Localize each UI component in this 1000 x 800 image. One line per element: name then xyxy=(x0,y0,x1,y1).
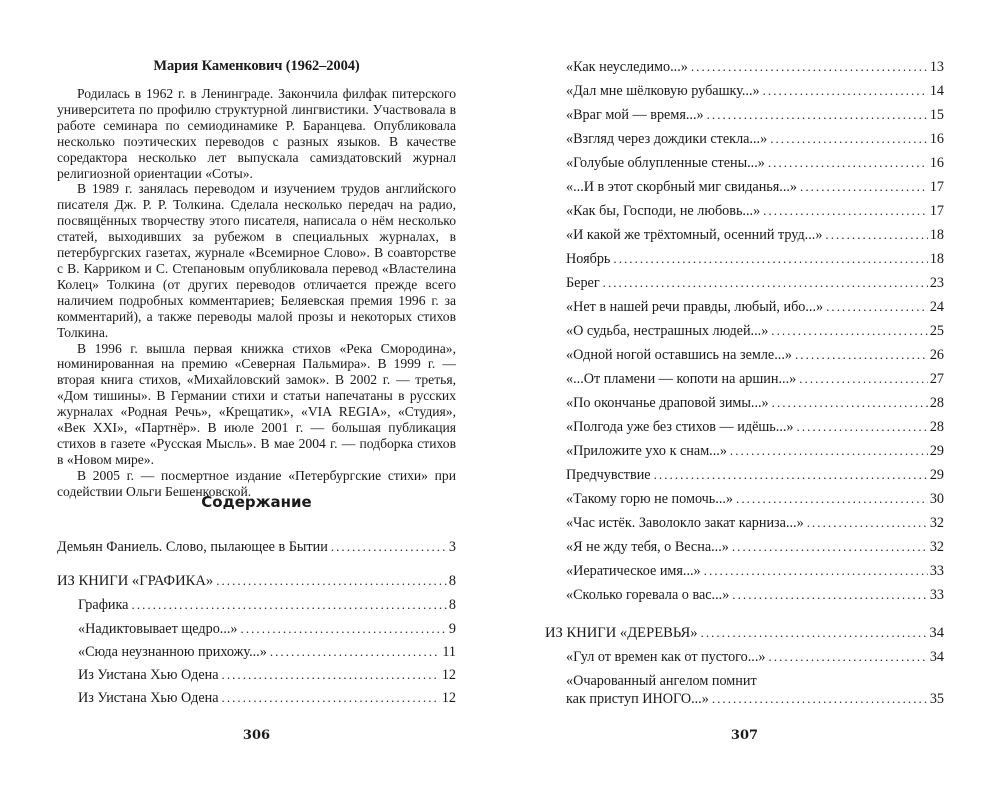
toc-entry-title: «И какой же трёхтомный, осенний труд...» xyxy=(566,227,823,243)
toc-page-number: 24 xyxy=(929,299,944,315)
toc-page-number: 32 xyxy=(929,515,944,531)
toc-page-number: 17 xyxy=(929,179,944,195)
dot-leader xyxy=(331,538,447,555)
toc-entry-title-line1: «Очарованный ангелом помнит xyxy=(566,673,757,689)
toc-entry-title: Демьян Фаниель. Слово, пылающее в Бытии xyxy=(57,539,328,555)
toc-entry[interactable] xyxy=(566,394,944,412)
toc-entry-title: «Нет в нашей речи правды, любый, ибо...» xyxy=(566,299,824,315)
toc-entry[interactable] xyxy=(566,673,944,708)
dot-leader xyxy=(216,572,447,589)
dot-leader xyxy=(613,250,927,267)
author-biography xyxy=(57,86,456,500)
dot-leader xyxy=(732,538,928,555)
toc-heading: Содержание xyxy=(201,493,312,511)
toc-entry-title: «Я не жду тебя, о Весна...» xyxy=(566,539,729,555)
toc-entry[interactable] xyxy=(566,490,944,508)
toc-page-number: 14 xyxy=(929,83,944,99)
toc-page-number: 3 xyxy=(448,539,456,555)
toc-entry-title: «Час истёк. Заволокло закат карниза...» xyxy=(566,515,804,531)
dot-leader xyxy=(826,298,928,315)
dot-leader xyxy=(712,690,928,707)
toc-entry-title-line2: как приступ ИНОГО...» xyxy=(566,691,709,707)
dot-leader xyxy=(131,596,446,613)
dot-leader xyxy=(707,106,928,123)
dot-leader xyxy=(795,346,928,363)
toc-entry[interactable] xyxy=(566,562,944,580)
toc-entry-title: «Иератическое имя...» xyxy=(566,563,701,579)
dot-leader xyxy=(222,666,440,683)
toc-entry[interactable] xyxy=(566,586,944,604)
toc-entry[interactable] xyxy=(566,442,944,460)
toc-entry[interactable] xyxy=(566,346,944,364)
toc-entry-title: «По окончанье драповой зимы...» xyxy=(566,395,769,411)
toc-entry-title: «Приложите ухо к снам...» xyxy=(566,443,727,459)
page-number-folio: 306 xyxy=(242,728,271,743)
toc-entry-title: «Полгода уже без стихов — идёшь...» xyxy=(566,419,794,435)
toc-page-number: 29 xyxy=(929,443,944,459)
toc-entry[interactable] xyxy=(566,202,944,220)
bio-paragraph: В 1996 г. вышла первая книжка стихов «Река Смородина», номинированная на премию «Северная Пальмира». В 1999 г. — вторая книга стихов, «Михайловский замок». В 2002 г. — третья, «Дом тишины». В Германии стихи и статьи напечатаны в русских журналах «Родная Речь», «Крещатик», «VIA REGIA», «Студия», «Век XXI», «Партнёр». В июле 2001 г. — большая публикация стихов в газете «Русская Мысль». В мае 2004 г. — подборка стихов в «Новом мире». xyxy=(57,340,456,467)
toc-entry[interactable] xyxy=(57,538,456,556)
right-page xyxy=(545,0,944,800)
toc-entry-title: «Гул от времен как от пустого...» xyxy=(566,649,766,665)
dot-leader xyxy=(736,490,928,507)
dot-leader xyxy=(771,322,928,339)
dot-leader xyxy=(768,154,928,171)
toc-entry-title: Берег xyxy=(566,275,600,291)
bio-paragraph: В 2005 г. — посмертное издание «Петербургские стихи» при содействии Ольги Бешенковской. xyxy=(57,467,456,499)
toc-page-number: 12 xyxy=(441,690,456,706)
dot-leader xyxy=(772,394,928,411)
toc-entry[interactable] xyxy=(566,466,944,484)
toc-entry-title: ИЗ КНИГИ «ДЕРЕВЬЯ» xyxy=(545,625,698,641)
dot-leader xyxy=(770,130,928,147)
toc-page-number: 16 xyxy=(929,131,944,147)
dot-leader xyxy=(800,178,928,195)
toc-entry-title: «Надиктовывает щедро...» xyxy=(78,621,238,637)
toc-entry[interactable] xyxy=(78,666,456,684)
toc-page-number: 26 xyxy=(929,347,944,363)
toc-entry[interactable] xyxy=(566,226,944,244)
toc-entry[interactable] xyxy=(78,689,456,707)
toc-entry-title: «Взгляд через дождики стекла...» xyxy=(566,131,768,147)
dot-leader xyxy=(799,370,928,387)
toc-entry[interactable] xyxy=(566,250,944,268)
dot-leader xyxy=(730,442,928,459)
toc-entry-title: Ноябрь xyxy=(566,251,611,267)
dot-leader xyxy=(270,643,441,660)
author-heading: Мария Каменкович (1962–2004) xyxy=(153,58,360,74)
toc-entry[interactable] xyxy=(566,82,944,100)
toc-section-entry[interactable] xyxy=(57,572,456,590)
toc-entry-title: «Как бы, Господи, не любовь...» xyxy=(566,203,761,219)
bio-paragraph: В 1989 г. занялась переводом и изучением трудов английского писателя Дж. Р. Р. Толкина. Сделала несколько передач на радио, посвящённых творчеству этого писателя, написала о нём несколько статей, выходивших за рубежом в специальных журналах, в петербургских газетах, журнале «Всемирное Слово». В соавторстве с В. Карриком и С. Степановым опубликовала перевод «Властелина Колец» Толкина (от других переводов отличается прежде всего наличием подробных комментариев; Беляевская премия 1996 г. за комментарий), а также переводы малой прозы и некоторых стихов Толкина. xyxy=(57,181,456,340)
toc-entry-title: «Одной ногой оставшись на земле...» xyxy=(566,347,792,363)
dot-leader xyxy=(603,274,928,291)
toc-page-number: 35 xyxy=(929,691,944,707)
toc-entry-title: «Дал мне шёлковую рубашку...» xyxy=(566,83,760,99)
dot-leader xyxy=(241,620,447,637)
dot-leader xyxy=(701,624,928,641)
toc-entry[interactable] xyxy=(566,130,944,148)
toc-entry[interactable] xyxy=(78,596,456,614)
toc-entry[interactable] xyxy=(566,648,944,666)
left-page xyxy=(57,0,456,800)
toc-page-number: 30 xyxy=(929,491,944,507)
toc-entry[interactable] xyxy=(566,538,944,556)
toc-entry[interactable] xyxy=(566,58,944,76)
toc-page-number: 18 xyxy=(929,227,944,243)
toc-entry[interactable] xyxy=(78,643,456,661)
toc-entry-title: «О судьба, нестрашных людей...» xyxy=(566,323,769,339)
dot-leader xyxy=(807,514,928,531)
dot-leader xyxy=(732,586,928,603)
toc-page-number: 17 xyxy=(929,203,944,219)
toc-page-number: 13 xyxy=(929,59,944,75)
toc-entry-title: «...От пламени — копоти на аршин...» xyxy=(566,371,797,387)
toc-entry-line2 xyxy=(566,690,944,708)
toc-entry[interactable] xyxy=(566,154,944,172)
toc-page-number: 34 xyxy=(929,649,944,665)
page-number-folio: 307 xyxy=(730,728,759,743)
dot-leader xyxy=(654,466,928,483)
toc-entry[interactable] xyxy=(566,298,944,316)
toc-page-number: 33 xyxy=(929,587,944,603)
toc-page-number: 15 xyxy=(929,107,944,123)
toc-section-entry[interactable] xyxy=(545,624,944,642)
toc-page-number: 23 xyxy=(929,275,944,291)
toc-page-number: 28 xyxy=(929,395,944,411)
toc-page-number: 34 xyxy=(929,625,944,641)
toc-page-number: 29 xyxy=(929,467,944,483)
dot-leader xyxy=(763,82,928,99)
toc-page-number: 9 xyxy=(448,621,456,637)
toc-entry[interactable] xyxy=(78,620,456,638)
toc-page-number: 32 xyxy=(929,539,944,555)
toc-page-number: 8 xyxy=(448,573,456,589)
toc-entry-title: «Голубые облупленные стены...» xyxy=(566,155,765,171)
toc-entry-title: Предчувствие xyxy=(566,467,651,483)
toc-entry[interactable] xyxy=(566,418,944,436)
toc-entry-title: «Такому горю не помочь...» xyxy=(566,491,734,507)
toc-entry[interactable] xyxy=(566,106,944,124)
toc-page-number: 27 xyxy=(929,371,944,387)
toc-entry-title: «...И в этот скорбный миг свиданья...» xyxy=(566,179,798,195)
dot-leader xyxy=(691,58,928,75)
toc-entry[interactable] xyxy=(566,274,944,292)
toc-entry[interactable] xyxy=(566,322,944,340)
toc-entry-title: Из Уистана Хью Одена xyxy=(78,690,219,706)
toc-page-number: 33 xyxy=(929,563,944,579)
toc-page-number: 8 xyxy=(448,597,456,613)
toc-entry-title: «Сюда неузнанною прихожу...» xyxy=(78,644,267,660)
toc-entry-title: ИЗ КНИГИ «ГРАФИКА» xyxy=(57,573,214,589)
toc-page-number: 18 xyxy=(929,251,944,267)
toc-entry-title: «Как неуследимо...» xyxy=(566,59,688,75)
dot-leader xyxy=(704,562,928,579)
toc-entry[interactable] xyxy=(566,514,944,532)
toc-entry[interactable] xyxy=(566,370,944,388)
dot-leader xyxy=(797,418,928,435)
dot-leader xyxy=(768,648,927,665)
bio-paragraph: Родилась в 1962 г. в Ленинграде. Закончила филфак питерского университета по профилю структурной лингвистики. Участвовала в работе семинара по семиодинамике Р. Баранцева. Опубликовала несколько поэтических переводов с разных языков. В качестве соредактора несколько лет выпускала самиздатовский журнал религиозной ориентации «Соты». xyxy=(57,86,456,181)
dot-leader xyxy=(825,226,927,243)
toc-page-number: 28 xyxy=(929,419,944,435)
dot-leader xyxy=(222,689,440,706)
toc-page-number: 16 xyxy=(929,155,944,171)
toc-entry[interactable] xyxy=(566,178,944,196)
toc-entry-title: «Враг мой — время...» xyxy=(566,107,704,123)
toc-page-number: 11 xyxy=(442,644,456,660)
dot-leader xyxy=(763,202,928,219)
toc-entry-title: Из Уистана Хью Одена xyxy=(78,667,219,683)
toc-page-number: 12 xyxy=(441,667,456,683)
toc-entry-title: «Сколько горевала о вас...» xyxy=(566,587,730,603)
toc-entry-title: Графика xyxy=(78,597,129,613)
toc-page-number: 25 xyxy=(929,323,944,339)
